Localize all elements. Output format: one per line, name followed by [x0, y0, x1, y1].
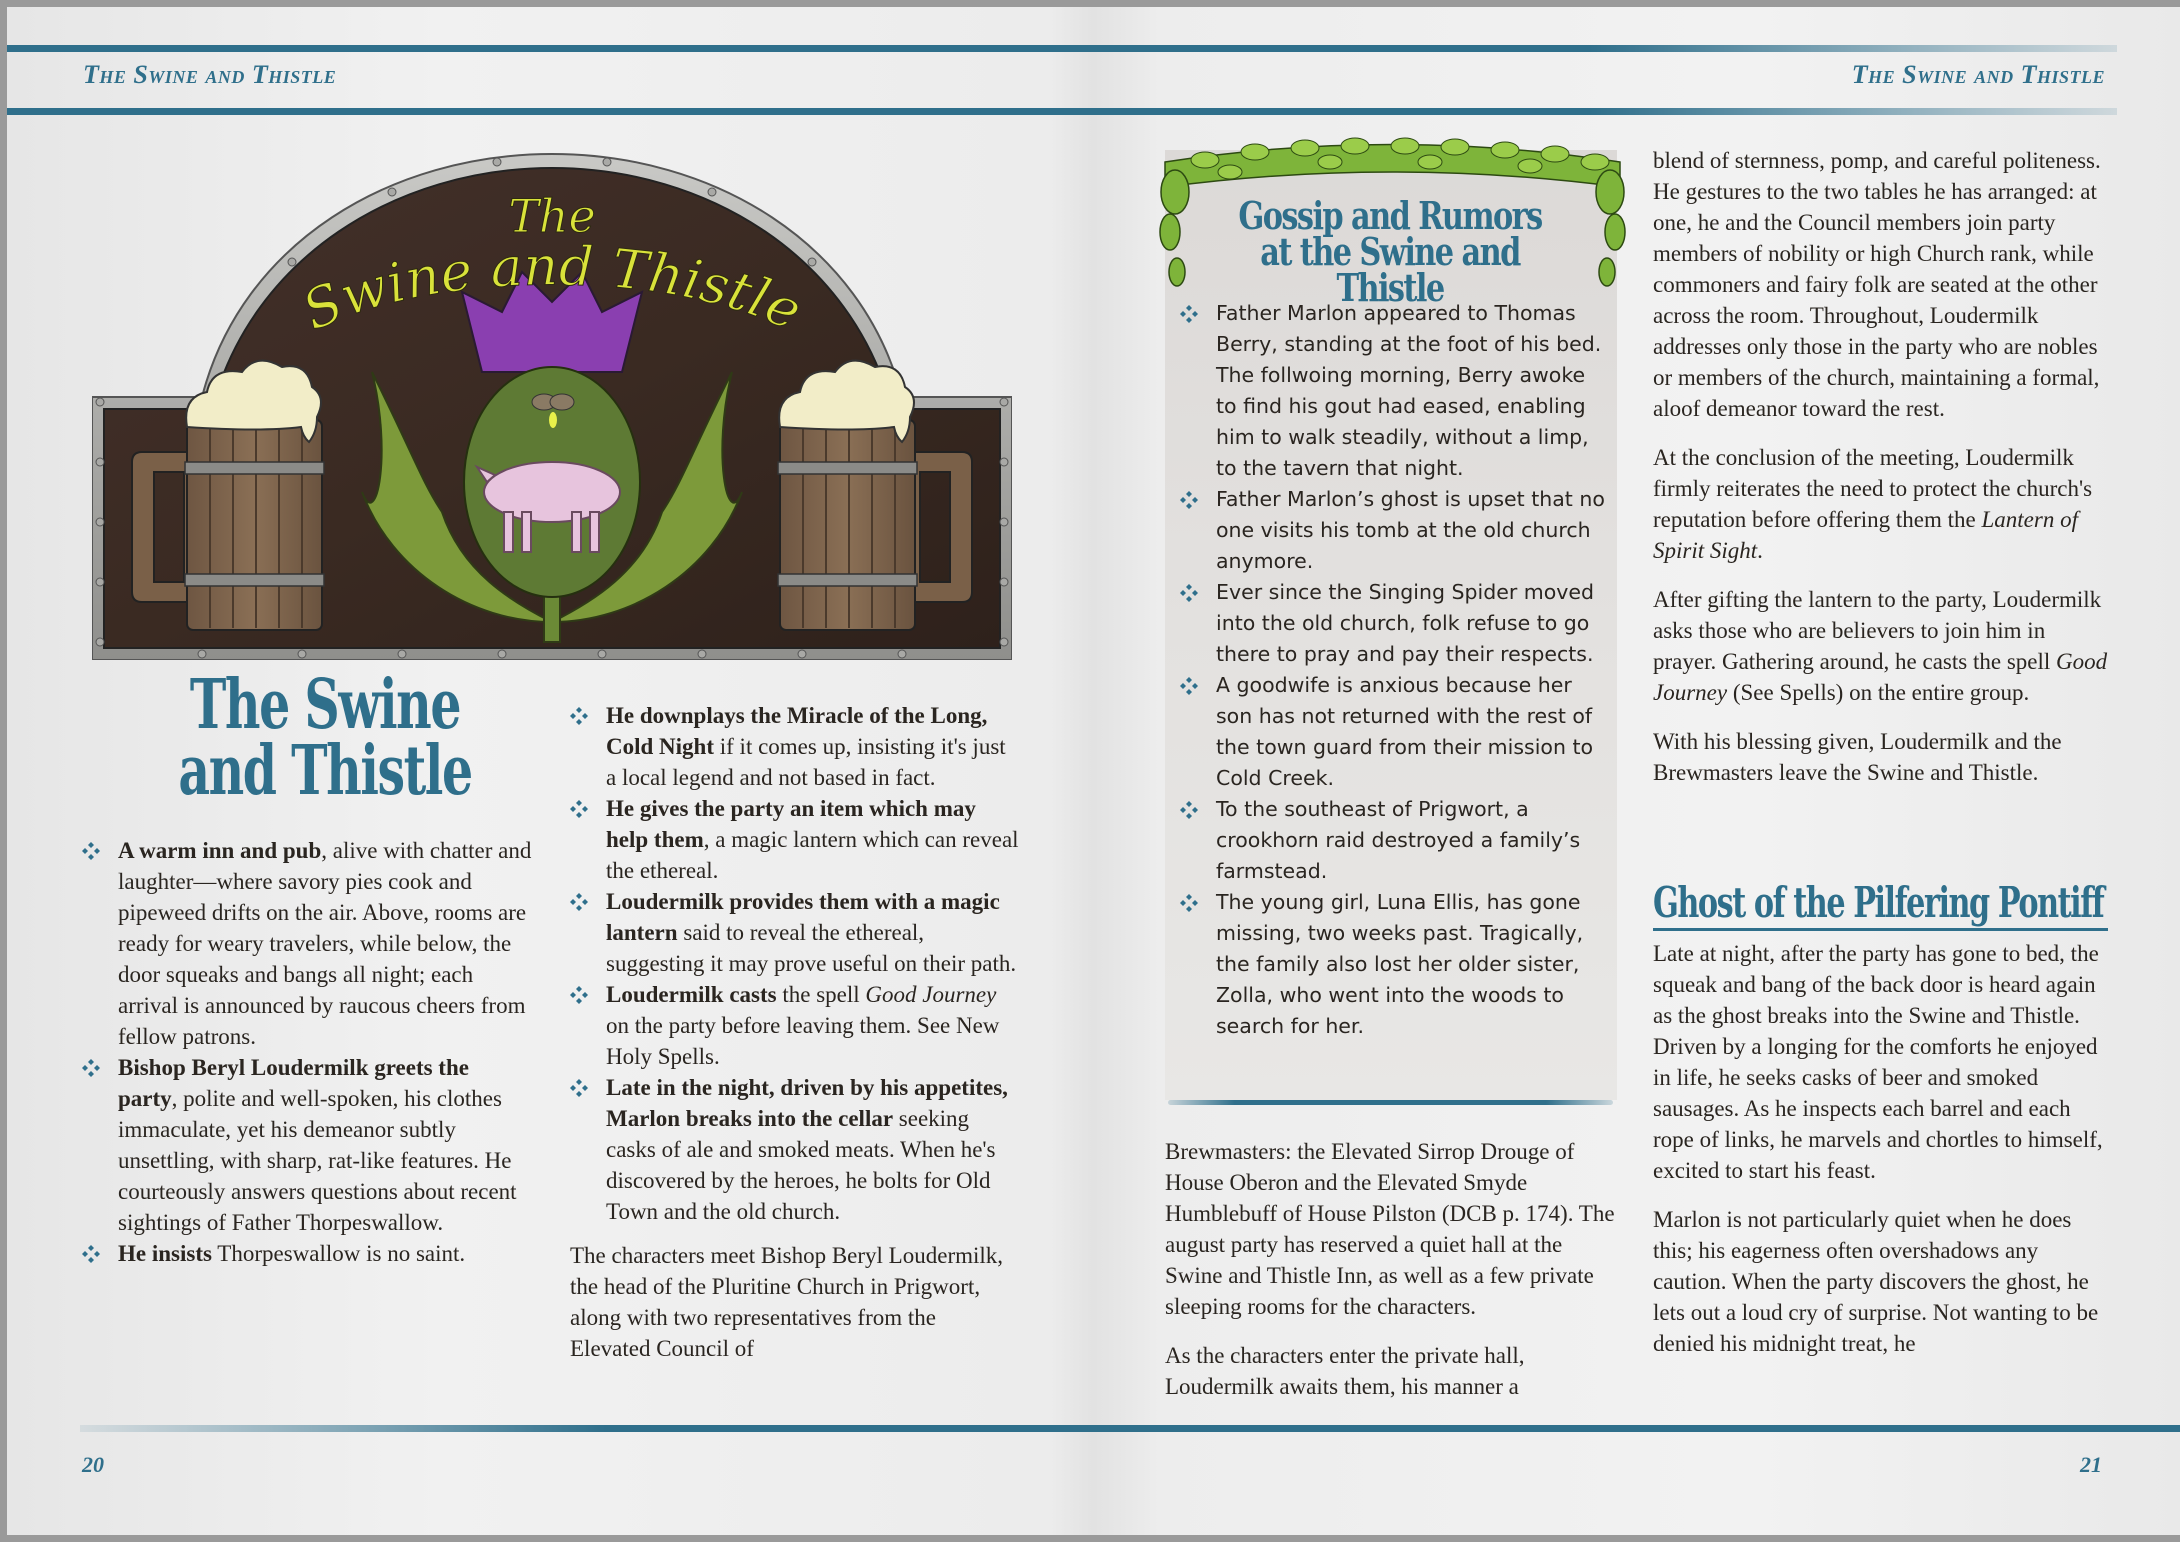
list-item	[570, 979, 1020, 1072]
text: At the conclusion of the meeting, Loudermilk firmly reiterates the need to protect the church's reputation before offering them the	[1653, 445, 2093, 532]
page-title: The Swine and Thistle	[178, 665, 472, 811]
rumor-text: A goodwife is anxious because her son has not returned with the rest of the town guard from their mission to Cold Creek.	[1216, 673, 1594, 790]
bold-lead: He gives the party an item which may help them	[606, 796, 976, 852]
section-heading	[1653, 880, 2108, 931]
header-rule-bottom	[7, 108, 2117, 115]
page-number-right: 21	[2080, 1452, 2102, 1477]
sidebar-title	[1214, 193, 1566, 310]
text: , a magic lantern which can reveal the ethereal.	[606, 827, 1019, 883]
sidebar-title-line-1: Gossip and Rumors	[1238, 193, 1542, 238]
paragraph: With his blessing given, Loudermilk and the Brewmasters leave the Swine and Thistle.	[1653, 729, 2062, 785]
right-page-column-1	[1165, 1136, 1625, 1415]
sidebar-title-line-2: at the Swine and Thistle	[1260, 229, 1520, 310]
rumor-item	[1180, 298, 1610, 484]
list-item	[82, 1052, 532, 1238]
rumor-text: Father Marlon’s ghost is upset that no one visits his tomb at the old church anymore.	[1216, 487, 1605, 573]
bullet-list	[82, 835, 532, 1269]
left-page-column-1	[82, 835, 532, 1269]
header-rule-top	[7, 45, 2117, 52]
list-item	[570, 700, 1020, 793]
paragraph	[1653, 584, 2113, 708]
footer-rule	[80, 1425, 2180, 1432]
bold-lead: A warm inn and pub	[118, 838, 322, 863]
rumor-item	[1180, 670, 1610, 794]
bold-lead: Loudermilk provides them with a magic lantern	[606, 889, 1000, 945]
diamond-bullet-icon	[1180, 491, 1198, 509]
spell-name: Good Journey	[865, 982, 997, 1007]
bold-lead: He insists	[118, 1241, 212, 1266]
diamond-bullet-icon	[570, 707, 588, 725]
text: , polite and well-spoken, his clothes immaculate, yet his demeanor subtly unsettling, with sharp, rat-like features. He courteously answers questions about recent sightings of Father Thorpeswallow.	[118, 1086, 517, 1235]
tavern-sign-illustration	[92, 152, 1012, 660]
running-head-right: The Swine and Thistle	[1851, 60, 2105, 89]
rumor-text: Father Marlon appeared to Thomas Berry, standing at the foot of his bed. The follwoing morning, Berry awoke to find his gout had eased, enabling him to walk steadily, without a limp, to the tavern that night.	[1216, 301, 1602, 480]
text: , alive with chatter and laughter—where savory pies cook and pipeweed drifts on the air. Above, rooms are ready for weary travelers, while below, the door squeaks and bangs all night; each arrival is announced by raucous cheers from fellow patrons.	[118, 838, 532, 1049]
rumor-text: Ever since the Singing Spider moved into the old church, folk refuse to go there to pray and pay their respects.	[1216, 580, 1595, 666]
page-number-left: 20	[82, 1452, 104, 1477]
paragraph: As the characters enter the private hall, Loudermilk awaits them, his manner a	[1165, 1343, 1525, 1399]
diamond-bullet-icon	[1180, 894, 1198, 912]
rumor-item	[1180, 887, 1610, 1042]
text: After gifting the lantern to the party, Loudermilk asks those who are believers to join him in prayer. Gathering around, he casts the spell	[1653, 587, 2102, 674]
diamond-bullet-icon	[82, 1245, 100, 1263]
section-heading-text: Ghost of the Pilfering Pontiff	[1653, 878, 2104, 927]
bold-lead: He downplays the Miracle of the Long, Cold Night	[606, 703, 988, 759]
paragraph: Brewmasters: the Elevated Sirrop Drouge of House Oberon and the Elevated Smyde Humblebuff of House Pilston (DCB p. 174). The august party has reserved a quiet hall at the Swine and Thistle Inn, as well as a few private sleeping rooms for the characters.	[1165, 1139, 1615, 1319]
text: said to reveal the ethereal, suggesting it may prove useful on their path.	[606, 920, 1017, 976]
text: on the party before leaving them. See New Holy Spells.	[606, 1013, 1000, 1069]
right-page-column-2-lower	[1653, 938, 2113, 1372]
rumor-list	[1180, 298, 1610, 1042]
diamond-bullet-icon	[1180, 677, 1198, 695]
text: Thorpeswallow is no saint.	[211, 1241, 466, 1266]
diamond-bullet-icon	[1180, 584, 1198, 602]
spell-name: Good Journey	[1653, 649, 2108, 705]
diamond-bullet-icon	[570, 986, 588, 1004]
text: seeking casks of ale and smoked meats. When he's discovered by the heroes, he bolts for Old Town and the old church.	[606, 1106, 996, 1224]
item-name-lantern: Lantern of Spirit Sight	[1653, 507, 2078, 563]
rumor-item	[1180, 794, 1610, 887]
text: the spell	[776, 982, 866, 1007]
list-item	[570, 793, 1020, 886]
bold-lead: Bishop Beryl Loudermilk greets the party	[118, 1055, 469, 1111]
svg-text:Swine and Thistle: Swine and Thistle	[293, 234, 811, 343]
diamond-bullet-icon	[82, 1059, 100, 1077]
rumor-text: To the southeast of Prigwort, a crookhorn raid destroyed a family’s farmstead.	[1216, 797, 1581, 883]
rumor-item	[1180, 577, 1610, 670]
bold-lead: Late in the night, driven by his appetites, Marlon breaks into the cellar	[606, 1075, 1008, 1131]
diamond-bullet-icon	[1180, 801, 1198, 819]
svg-text:The: The	[508, 189, 596, 243]
list-item	[82, 1238, 532, 1269]
running-head-left: The Swine and Thistle	[83, 60, 337, 89]
text: (See Spells) on the entire group.	[1727, 680, 2030, 705]
paragraph: The characters meet Bishop Beryl Loudermilk, the head of the Pluritine Church in Prigwort, along with two representatives from the Elevated Council of	[570, 1243, 1004, 1361]
diamond-bullet-icon	[82, 842, 100, 860]
sidebar-bottom-rule	[1168, 1100, 1613, 1105]
diamond-bullet-icon	[570, 800, 588, 818]
list-item	[82, 835, 532, 1052]
diamond-bullet-icon	[570, 1079, 588, 1097]
list-item	[570, 1072, 1020, 1227]
diamond-bullet-icon	[570, 893, 588, 911]
bold-lead: Loudermilk casts	[606, 982, 777, 1007]
left-page-column-2	[570, 700, 1020, 1377]
list-item	[570, 886, 1020, 979]
paragraph: Late at night, after the party has gone to bed, the squeak and bang of the back door is heard again as the ghost breaks into the Swine and Thistle. Driven by a longing for the comforts he enjoyed in life, he seeks casks of beer and smoked sausages. As he inspects each barrel and each rope of links, he marvels and chortles to himself, excited to start his feast.	[1653, 941, 2103, 1183]
paragraph: blend of sternness, pomp, and careful politeness. He gestures to the two tables he has arranged: at one, he and the Council members join party members of nobility or high Church rank, while commoners and fairy folk are seated at the other across the room. Throughout, Loudermilk addresses only those in the party who are nobles or members of the church, maintaining a formal, aloof demeanor toward the rest.	[1653, 148, 2101, 421]
text: if it comes up, insisting it's just a local legend and not based in fact.	[606, 734, 1006, 790]
rumor-item	[1180, 484, 1610, 577]
rumor-text: The young girl, Luna Ellis, has gone missing, two weeks past. Tragically, the family also lost her older sister, Zolla, who went into the woods to search for her.	[1216, 890, 1584, 1038]
right-page-column-2	[1653, 145, 2113, 801]
diamond-bullet-icon	[1180, 305, 1198, 323]
text: .	[1757, 538, 1763, 563]
bullet-list	[570, 700, 1020, 1227]
paragraph: Marlon is not particularly quiet when he does this; his eagerness often overshadows any caution. When the party discovers the ghost, he lets out a loud cry of surprise. Not wanting to be denied his midnight treat, he	[1653, 1207, 2099, 1356]
paragraph	[1653, 442, 2113, 566]
